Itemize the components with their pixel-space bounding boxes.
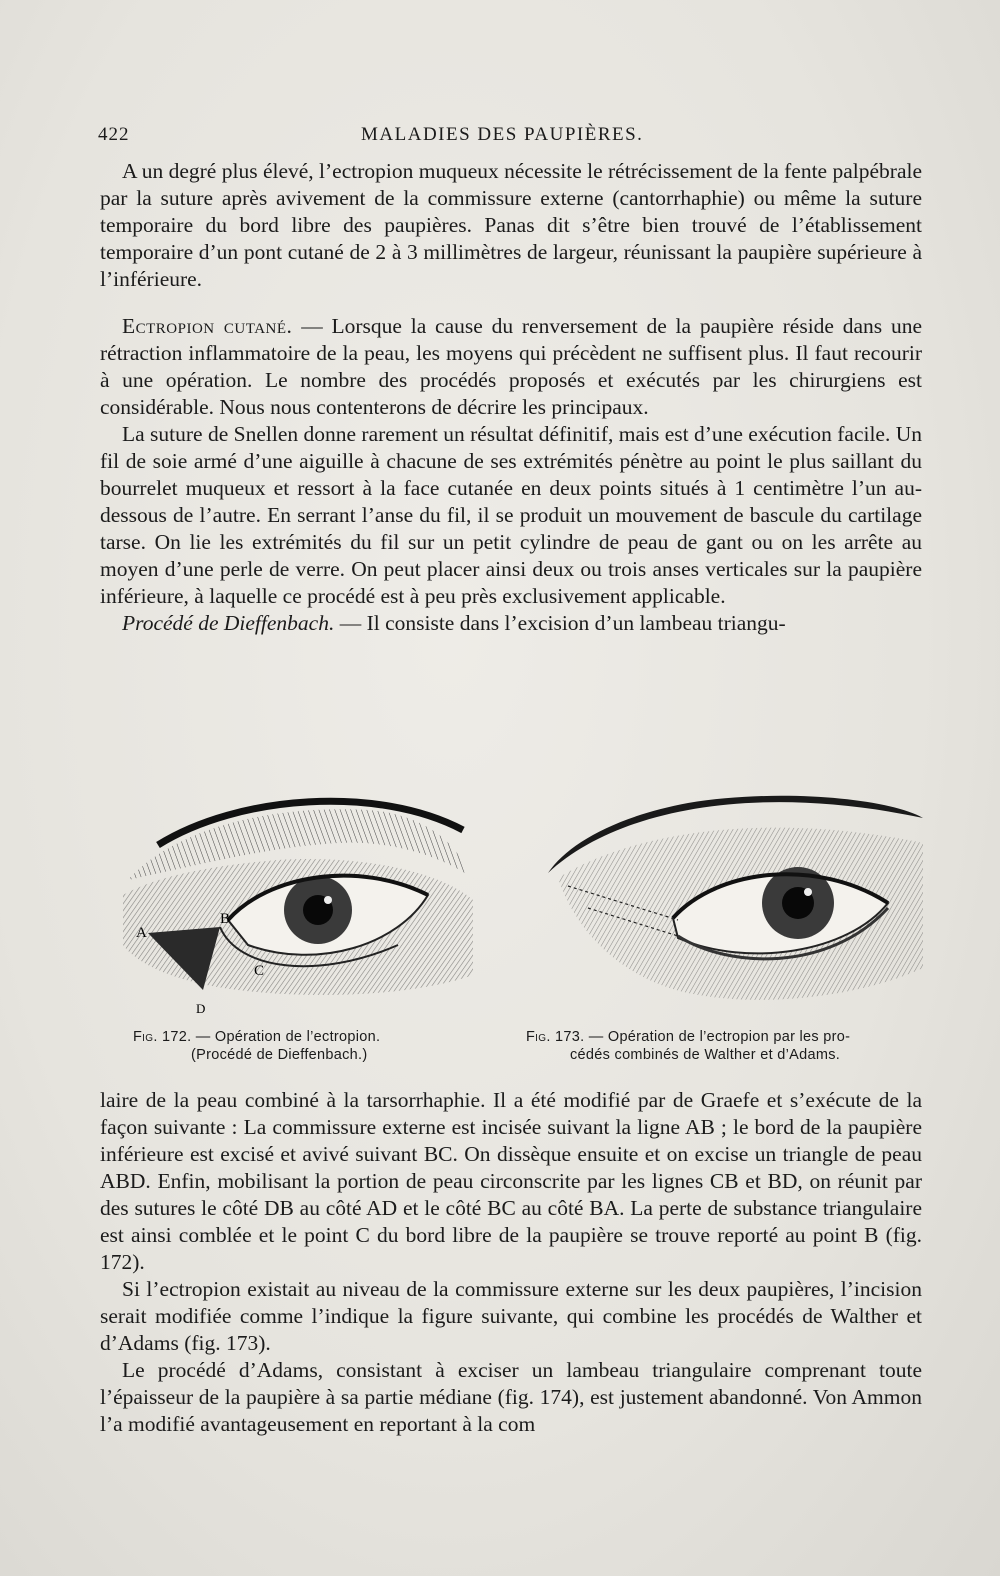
caption-text: — Opération de l’ectropion par les pro- xyxy=(584,1029,851,1045)
paragraph-suture: A un degré plus élevé, l’ectropion muqueux nécessite le rétrécissement de la fente palpébrale par la suture après avivement de la commissure externe (cantorrhaphie) ou même la suture temporaire du bord libre des paupières. Panas dit s’être bien trouvé de l’établissement temporaire d’un pont cutané de 2 à 3 millimètres de largeur, réunissant la paupière supérieure à l’inférieure. xyxy=(100,159,922,291)
eye-highlight-icon xyxy=(324,896,332,904)
caption-text: — Opération de l’ectropion. xyxy=(191,1029,381,1045)
text-block-bottom xyxy=(100,1087,922,1438)
text-block-top xyxy=(100,158,922,637)
figure-172-caption xyxy=(133,1028,380,1064)
paragraph-adams: Le procédé d’Adams, consistant à exciser un lambeau triangulaire comprenant toute l’épaisseur de la paupière à sa partie médiane (fig. 174), est justement abandonné. Von Ammon l’a modifié avantageusement en reportant à la com xyxy=(100,1358,922,1436)
paragraph-walther-adams: Si l’ectropion existait au niveau de la commissure externe sur les deux paupières, l’incision serait modifiée comme l’indique la figure suivante, qui combine les procédés de Walther et d’Adams (fig. 173). xyxy=(100,1277,922,1355)
figure-173-eye-illustration xyxy=(528,768,928,1018)
section-heading: Ectropion cutané. xyxy=(122,314,293,338)
caption-line xyxy=(133,1028,380,1046)
caption-line-2: cédés combinés de Walther et d’Adams. xyxy=(570,1047,841,1063)
point-label-b: B xyxy=(220,911,231,927)
figure-173-caption xyxy=(526,1028,850,1064)
point-label-d: D xyxy=(196,1001,206,1016)
figure-label: Fig. 173. xyxy=(526,1029,585,1045)
point-label-c: C xyxy=(254,963,265,979)
figure-label: Fig. 172. xyxy=(133,1029,192,1045)
paragraph-ectropion-cutane xyxy=(100,313,922,421)
paragraph-continuation: laire de la peau combiné à la tarsorrhaphie. Il a été modifié par de Graefe et s’exécute de la façon suivante : La commissure externe est incisée suivant la ligne AB ; le bord de la paupière inférieure est excisé et avivé suivant BC. On dissèque ensuite et on excise un triangle de peau ABD. Enfin, mobilisant la portion de peau circonscrite par les lignes CB et BD, on réunit par des sutures le côté DB au côté AD et le côté BC au côté BA. La perte de substance triangulaire est ainsi comblée et le point C du bord libre de la paupière se trouve reporté au point B (fig. 172). xyxy=(100,1088,922,1274)
eye-highlight-icon xyxy=(804,888,812,896)
running-title: MALADIES DES PAUPIÈRES. xyxy=(361,124,644,145)
caption-line xyxy=(526,1028,850,1046)
page-number: 422 xyxy=(98,124,130,145)
paragraph-body: — Il consiste dans l’excision d’un lambeau triangu- xyxy=(334,611,786,635)
paragraph-snellen: La suture de Snellen donne rarement un résultat définitif, mais est d’une exécution facile. Un fil de soie armé d’une aiguille à chacune de ses extrémités pénètre au point le plus saillant du bourrelet muqueux et ressort à la face cutanée en deux points situés à 1 centimètre l’un au-dessous de l’autre. En serrant l’anse du fil, il se produit un mouvement de bascule du cartilage tarse. On lie les extrémités du fil sur un petit cylindre de peau de gant ou on les arrête au moyen d’une perle de verre. On peut placer ainsi deux ou trois anses verticales sur la paupière inférieure, à laquelle ce procédé est à peu près exclusivement applicable. xyxy=(100,422,923,608)
figure-172-eye-illustration xyxy=(118,785,478,1020)
point-label-a: A xyxy=(136,925,147,941)
caption-line-2: (Procédé de Dieffenbach.) xyxy=(191,1047,368,1063)
paragraph-body: — Lorsque la cause du renversement de la paupière réside dans une rétraction inflammatoire de la peau, les moyens qui précèdent ne suffisent plus. Il faut recourir à une opération. Le nombre des procédés proposés et exécutés par les chirurgiens est considérable. Nous nous contenterons de décrire les principaux. xyxy=(100,314,922,419)
procedure-heading: Procédé de Dieffenbach. xyxy=(122,611,335,635)
paragraph-dieffenbach xyxy=(100,610,922,637)
